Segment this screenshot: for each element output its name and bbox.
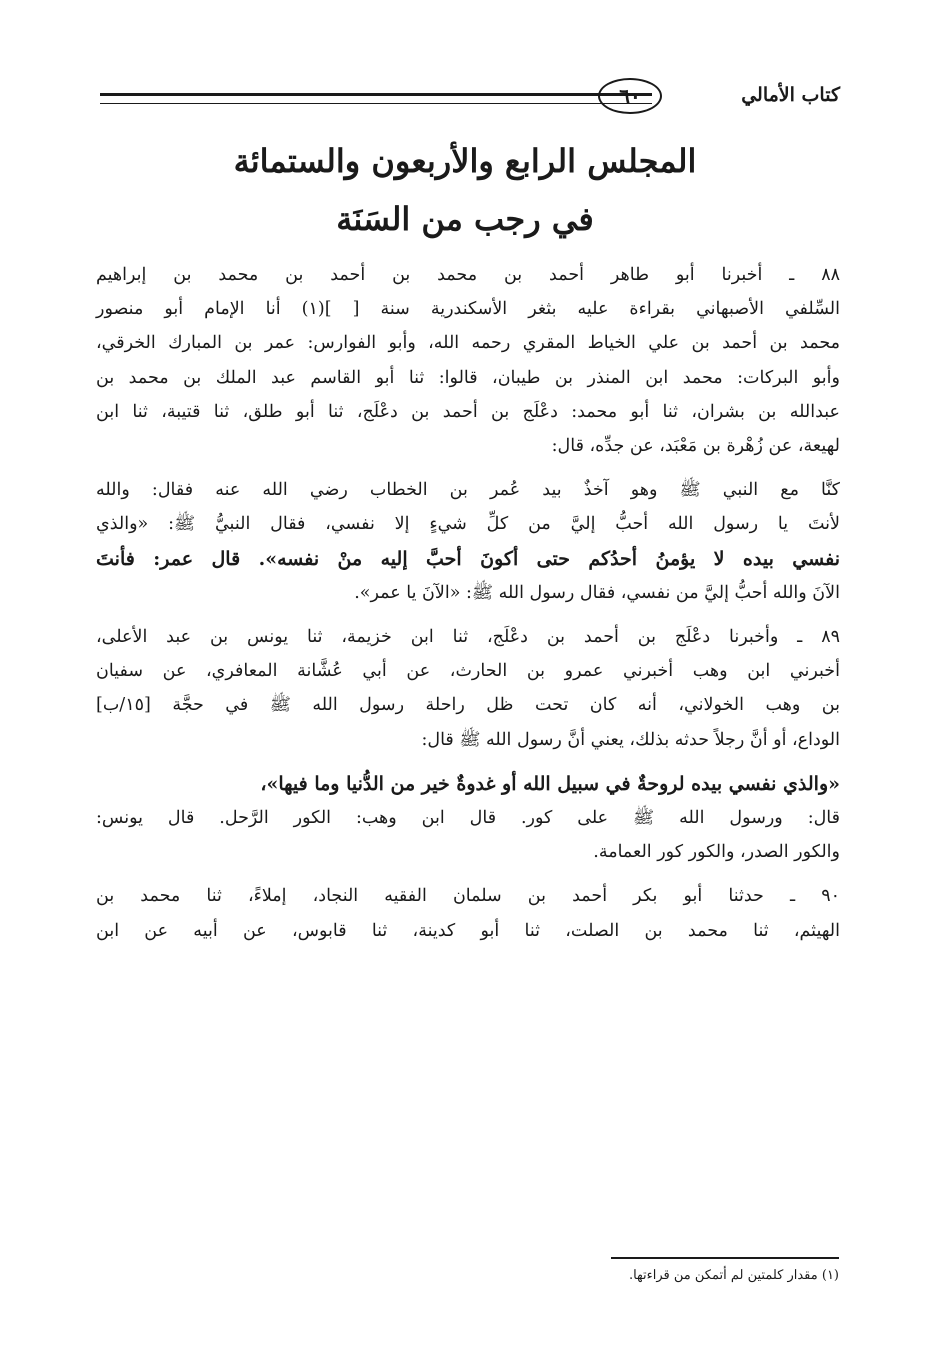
paragraph-88-hadith [96, 473, 840, 610]
footnote: (١) مقدار كلمتين لم أتمكن من قراءتها. [628, 1268, 839, 1283]
text-line: ٨٨ ـ أخبرنا أبو طاهر أحمد بن محمد بن أحمد بن محمد بن إبراهيم [96, 265, 840, 285]
text-line: الوداع، أو أنَّ رجلاً حدثه بذلك، يعني أنَّ رسول الله ﷺ قال: [421, 729, 840, 750]
text-line: الآنَ والله أحبُّ إليَّ من نفسي، فقال رسول الله ﷺ: «الآنَ يا عمر». [354, 582, 840, 603]
session-title-line-1: المجلس الرابع والأربعون والستمائة [233, 142, 697, 180]
text-line: نفسي بيده لا يؤمنُ أحدُكم حتى أكونَ أحبَّ إليه منْ نفسه». قال عمر: فأنتَ [96, 547, 840, 570]
text-line: ٨٩ ـ وأخبرنا دعْلَج بن أحمد بن دعْلَج، ثنا ابن خزيمة، ثنا يونس بن عبد الأعلى، [96, 627, 840, 648]
text-line: وأبو البركات: محمد ابن المنذر بن طيبان، قالوا: ثنا أبو القاسم عبد الملك بن محمد بن [96, 367, 840, 388]
book-title: كتاب الأمالي [741, 84, 840, 106]
text-line: لأنتَ يا رسول الله أحبُّ إليَّ من كلِّ شيءٍ إلا نفسي، فقال النبيُّ ﷺ: «والذي [96, 514, 840, 535]
text-line: السِّلفي الأصبهاني بقراءة عليه بثغر الأسكندرية سنة [ ](١) أنا الإمام أبو منصور [96, 299, 840, 320]
text-line: أخبرني ابن وهب أخبرني عمرو بن الحارث، عن أبي عُشَّانة المعافري، عن سفيان [96, 661, 840, 682]
text-line: ٩٠ ـ حدثنا أبو بكر أحمد بن سلمان الفقيه النجاد، إملاءً، ثنا محمد بن [96, 886, 840, 907]
text-line: قال: ورسول الله ﷺ على كور. قال ابن وهب: الكور الرَّحل. قال يونس: [96, 808, 840, 829]
text-line: لهيعة، عن زُهْرة بن مَعْبَد، عن جدِّه، قال: [551, 436, 840, 457]
text-line: كنَّا مع النبي ﷺ وهو آخذٌ بيد عُمر بن الخطاب رضي الله عنه فقال: والله [96, 480, 840, 501]
session-title [90, 132, 840, 248]
footnote-divider [611, 1257, 839, 1259]
text-line: بن وهب الخولاني، أنه كان تحت ظل راحلة رسول الله ﷺ في حجَّة [١٥/ب] [96, 695, 840, 716]
session-title-line-2: في رجب من السَنَة [336, 200, 594, 238]
page-number: ٦٠ [598, 78, 662, 114]
running-header [100, 78, 840, 122]
paragraph-90 [96, 879, 840, 947]
paragraph-89 [96, 620, 840, 757]
text-line: الهيثم، ثنا محمد بن الصلت، ثنا أبو كدينة، ثنا قابوس، عن أبيه عن ابن [96, 920, 840, 941]
paragraph-88 [96, 258, 840, 463]
hadith-line: «والذي نفسي بيده لروحةٌ في سبيل الله أو غدوةٌ خير من الدُّنيا وما فيها»، [260, 772, 840, 795]
text-line: عبدالله بن بشران، ثنا أبو محمد: دعْلَج بن أحمد بن دعْلَج، ثنا أبو طلق، ثنا قتيبة، ثنا ابن [96, 401, 840, 422]
paragraph-89-hadith [96, 767, 840, 870]
header-rule-left [100, 93, 600, 104]
text-line: محمد بن أحمد بن علي الخياط المقري رحمه الله، وأبو الفوارس: عمر بن المبارك الخرقي، [96, 333, 840, 354]
text-line: والكور الصدر، والكور كور العمامة. [593, 842, 840, 863]
main-text [96, 258, 840, 958]
